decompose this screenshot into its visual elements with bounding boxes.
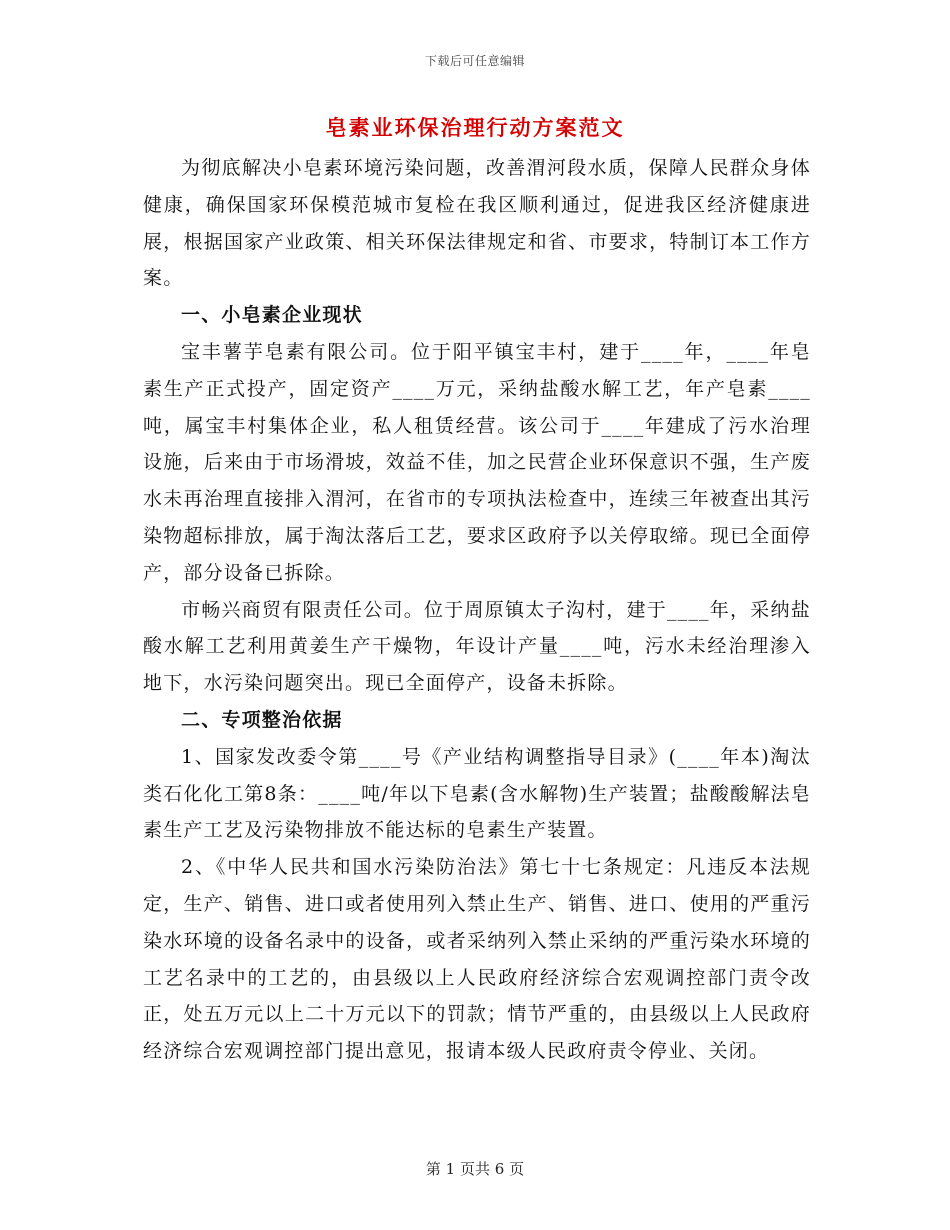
section-heading-current-status: 一、小皂素企业现状	[181, 304, 363, 327]
intro-paragraph: 为彻底解决小皂素环境污染问题，改善渭河段水质，保障人民群众身体健康，确保国家环保模范城市复检在我区顺利通过，促进我区经济健康进展，根据国家产业政策、相关环保法律规定和省、市要求，特制订本工作方案。	[143, 157, 811, 290]
basis-item-1-paragraph: 1、国家发改委令第____号《产业结构调整指导目录》(____年本)淘汰类石化化工第8条：____吨/年以下皂素(含水解物)生产装置；盐酸酸解法皂素生产工艺及污染物排放不能达标的皂素生产装置。	[143, 745, 811, 842]
section-heading-basis: 二、专项整治依据	[181, 708, 343, 731]
document-title: 皂素业环保治理行动方案范文	[325, 115, 625, 140]
page-footer: 第 1 页共 6 页	[425, 1160, 525, 1178]
company-baofeng-paragraph: 宝丰薯芋皂素有限公司。位于阳平镇宝丰村，建于____年，____年皂素生产正式投产，固定资产____万元，采纳盐酸水解工艺，年产皂素____吨，属宝丰村集体企业，私人租赁经营。该公司于____年建成了污水治理设施，后来由于市场滑坡，效益不佳，加之民营企业环保意识不强，生产废水未再治理直接排入渭河，在省市的专项执法检查中，连续三年被查出其污染物超标排放，属于淘汰落后工艺，要求区政府予以关停取缔。现已全面停产，部分设备已拆除。	[143, 340, 811, 584]
document-body	[143, 150, 811, 1070]
company-changxing-paragraph: 市畅兴商贸有限责任公司。位于周原镇太子沟村，建于____年，采纳盐酸水解工艺利用黄姜生产干燥物，年设计产量____吨，污水未经治理渗入地下，水污染问题突出。现已全面停产，设备未拆除。	[143, 598, 811, 695]
page-header: 下载后可任意编辑	[424, 54, 525, 68]
basis-item-2-paragraph: 2、《中华人民共和国水污染防治法》第七十七条规定：凡违反本法规定，生产、销售、进口或者使用列入禁止生产、销售、进口、使用的严重污染水环境的设备名录中的设备，或者采纳列入禁止采纳的严重污染水环境的工艺名录中的工艺的，由县级以上人民政府经济综合宏观调控部门责令改正，处五万元以上二十万元以下的罚款；情节严重的，由县级以上人民政府经济综合宏观调控部门提出意见，报请本级人民政府责令停业、关闭。	[143, 856, 811, 1063]
